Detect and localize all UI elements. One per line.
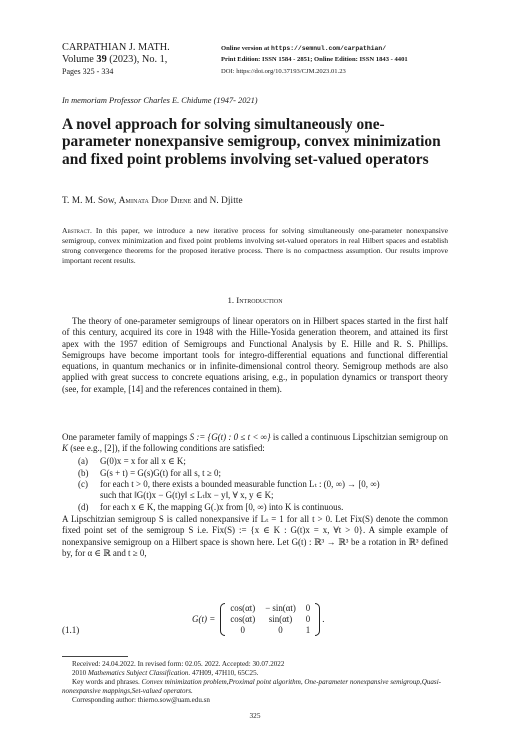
journal-volume: Volume 39 (2023), No. 1,	[62, 54, 168, 66]
journal-pages: Pages 325 - 334	[62, 67, 114, 77]
intro-paragraph: The theory of one-parameter semigroups of linear operators on in Hilbert spaces started in the first half of this century, acquired its core in 1948 with the Hille-Yosida generation theorem, and attained its first apex with the 1957 edition of Semigroups and Functional Analysis by E. Hille and R. S. Phillips. Semigroups have become important tools for integro-differential equations and functional differential equations, in quantum mechanics or in infinite-dimensional control theory. Semigroup methods are also applied with great success to concrete equations arising, e.g., in population dynamics or transport theory (see, for example, [14] and the references contained in them).	[62, 316, 448, 394]
authors: T. M. M. Sow, Aminata Diop Diene and N. Djitte	[62, 195, 243, 205]
received-dates: Received: 24.04.2022. In revised form: 02.05. 2022. Accepted: 30.07.2022	[72, 660, 285, 668]
journal-header	[62, 42, 170, 79]
equation-layout: G(t) = cos(αt) − sin(αt) 0 cos(αt) sin(αt) 0 0 0 1 .	[187, 603, 329, 636]
abstract	[62, 226, 448, 266]
abstract-label: Abstract.	[62, 226, 92, 235]
semigroup-definition: One parameter family of mappings S := {G(t) : 0 ≤ t < ∞} is called a continuous Lipschitzian semigroup on K (see e.g., [2]), if the following conditions are satisfied:	[62, 432, 448, 454]
online-url-link[interactable]: https://semnul.com/carpathian/	[271, 45, 387, 52]
rotation-matrix-equation	[187, 603, 329, 636]
publication-info	[221, 43, 408, 77]
section-heading: 1. Introduction	[227, 295, 283, 305]
right-paren	[315, 603, 320, 636]
equation-label: (1.1)	[62, 625, 80, 635]
page-number: 325	[249, 711, 261, 720]
footnote-divider	[62, 656, 128, 657]
footnotes	[62, 660, 448, 705]
doi-link[interactable]: DOI: https://doi.org/10.37193/CJM.2023.01.23	[221, 67, 346, 75]
keywords: Key words and phrases. Convex minimization problem,Proximal point algorithm, One-parameter nonexpansive semigroup,Quasi-nonexpansive mappings,Set-valued operators.	[62, 677, 442, 695]
msc-classification: 2010 Mathematics Subject Classification. 47H09, 47H10, 65C25.	[72, 668, 259, 677]
matrix-body: cos(αt) − sin(αt) 0 cos(αt) sin(αt) 0 0 0 1	[230, 603, 311, 635]
journal-name: CARPATHIAN J. MATH.	[62, 42, 170, 53]
issn-info: Print Edition: ISSN 1584 - 2851; Online Edition: ISSN 1843 - 4401	[221, 56, 408, 64]
equation-lhs: G(t) =	[192, 614, 216, 624]
matrix	[220, 603, 320, 636]
memoriam-dedication: In memoriam Professor Charles E. Chidume (1947- 2021)	[62, 96, 258, 105]
corresponding-author: Corresponding author: thierno.sow@uam.edu.sn	[72, 695, 210, 704]
abstract-text: In this paper, we introduce a new iterative process for solving simultaneously one-parameter nonexpansive semigroup, convex minimization and fixed point problems involving set-valued operators in real Hilbert spaces and establish strong convergence theorems for the proposed iterative process. There is no compactness assumption. Our results improve important recent results.	[62, 226, 448, 265]
nonexpansive-definition: A Lipschitzian semigroup S is called nonexpansive if Lₜ = 1 for all t > 0. Let Fix(S) denote the common fixed point set of the semigroup S i.e. Fix(S) := {x ∈ K : G(t)x = x, ∀t > 0}. A simple example of nonexpansive semigroup on a Hilbert space is shown here. Let G(t) : ℝ³ → ℝ³ be a rotation in ℝ³ defined by, for α ∈ ℝ and t ≥ 0,	[62, 514, 448, 558]
online-version: Online version at https://semnul.com/carpathian/	[221, 45, 387, 52]
paper-title: A novel approach for solving simultaneously one-parameter nonexpansive semigroup, convex minimization and fixed point problems involving set-valued operators	[62, 116, 441, 168]
